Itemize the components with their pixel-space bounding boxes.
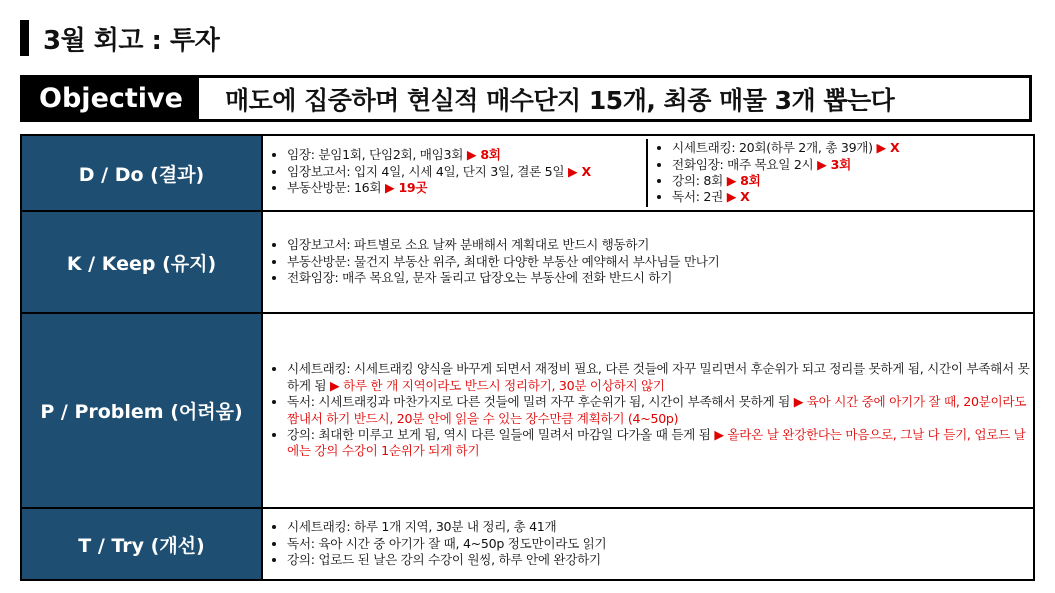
list-item: • 독서: 육아 시간 중 아기가 잘 때, 4~50p 정도만이라도 읽기 — [287, 536, 1033, 552]
page-title-area — [20, 16, 219, 60]
list-item: • 부동산방문: 16회 ▶ 19곳 — [287, 180, 646, 196]
page-title: 3월 회고 : 투자 — [43, 25, 220, 56]
row-keep — [21, 211, 1034, 313]
list-item: • 강의: 업로드 된 날은 강의 수강이 원씽, 하루 안에 완강하기 — [287, 552, 1033, 568]
list-item: • 독서: 2권 ▶ X — [672, 189, 1033, 205]
row-keep-label: K / Keep (유지) — [21, 211, 262, 313]
do-left-list — [263, 139, 648, 207]
row-problem-label: P / Problem (어려움) — [21, 313, 262, 508]
list-item: • 부동산방문: 물건지 부동산 위주, 최대한 다양한 부동산 예약해서 부사님들 만나기 — [287, 254, 1033, 270]
row-do-content — [262, 135, 1034, 211]
row-try — [21, 508, 1034, 580]
list-item: • 임장보고서: 입지 4일, 시세 4일, 단지 3일, 결론 5일 ▶ X — [287, 164, 646, 180]
list-item: • 전화임장: 매주 목요일 2시 ▶ 3회 — [672, 157, 1033, 173]
objective-box — [20, 75, 1032, 122]
list-item: • 강의: 최대한 미루고 보게 됨, 역시 다른 일들에 밀려서 마감일 다가올 때 듣게 됨 ▶ 올라온 날 완강한다는 마음으로, 그날 다 듣기, 업로드 날에는 강의 수강이 1순위가 되게 하기 — [287, 427, 1033, 460]
list-item: • 시세트래킹: 하루 1개 지역, 30분 내 정리, 총 41개 — [287, 519, 1033, 535]
row-problem-content — [262, 313, 1034, 508]
list-item: • 전화임장: 매주 목요일, 문자 돌리고 답장오는 부동산에 전화 반드시 하기 — [287, 270, 1033, 286]
list-item: • 시세트래킹: 20회(하루 2개, 총 39개) ▶ X — [672, 140, 1033, 156]
row-do-label: D / Do (결과) — [21, 135, 262, 211]
row-keep-content — [262, 211, 1034, 313]
list-item: • 시세트래킹: 시세트래킹 양식을 바꾸게 되면서 재정비 필요, 다른 것들에 자꾸 밀리면서 후순위가 되고 정리를 못하게 됨, 시간이 부족해서 못하게 됨 ▶ 하루 한 개 지역이라도 반드시 정리하기, 30분 이상하지 않기 — [287, 361, 1033, 394]
row-try-content — [262, 508, 1034, 580]
objective-text: 매도에 집중하며 현실적 매수단지 15개, 최종 매물 3개 뽑는다 — [225, 85, 895, 115]
row-problem — [21, 313, 1034, 508]
objective-label: Objective — [23, 78, 199, 119]
row-do — [21, 135, 1034, 211]
do-right-list — [648, 139, 1033, 207]
list-item: • 임장보고서: 파트별로 소요 날짜 분배해서 계획대로 반드시 행동하기 — [287, 237, 1033, 253]
list-item: • 임장: 분임1회, 단임2회, 매임3회 ▶ 8회 — [287, 147, 646, 163]
list-item: • 독서: 시세트래킹과 마찬가지로 다른 것들에 밀려 자꾸 후순위가 됨, 시간이 부족해서 못하게 됨 ▶ 육아 시간 중에 아기가 잘 때, 20분이라도 짬내서 하기 반드시, 20분 안에 읽을 수 있는 장수만큼 계획하기 (4~50p) — [287, 394, 1033, 427]
list-item: • 강의: 8회 ▶ 8회 — [672, 173, 1033, 189]
title-accent-bar — [20, 20, 29, 56]
retro-table — [20, 134, 1035, 581]
row-try-label: T / Try (개선) — [21, 508, 262, 580]
